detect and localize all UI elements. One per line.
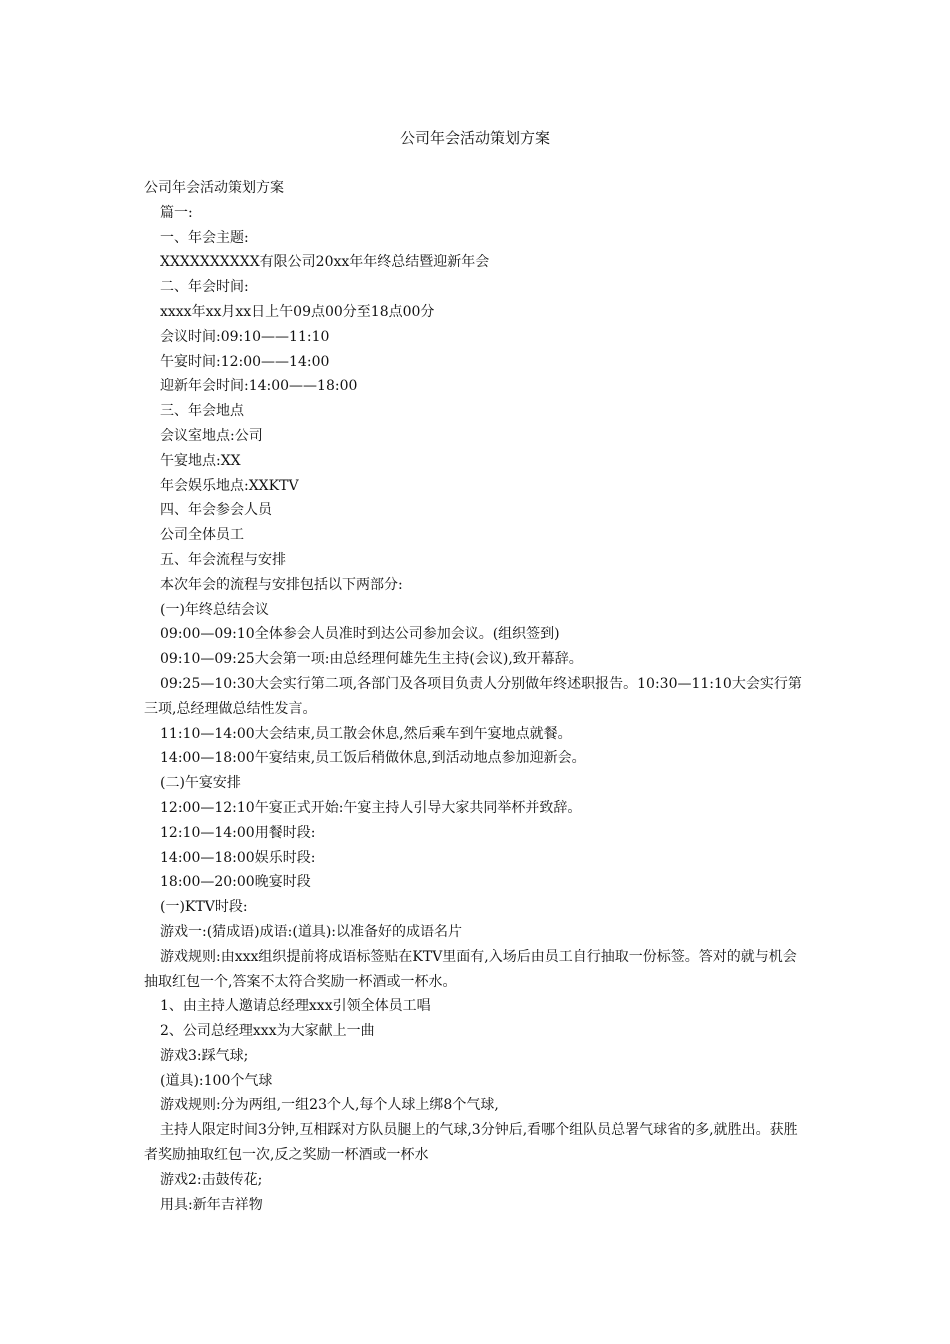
section-heading: 五、年会流程与安排 bbox=[160, 551, 286, 568]
paragraph-line: 本次年会的流程与安排包括以下两部分: bbox=[160, 576, 403, 593]
paragraph-line: 09:00—09:10全体参会人员准时到达公司参加会议。(组织签到) bbox=[160, 626, 560, 643]
paragraph-wrapped: 主持人限定时间3分钟,互相踩对方队员腿上的气球,3分钟后,看哪个组队员总署气球省的多,就胜出。获胜者奖励抽取红包一次,反之奖励一杯酒或一杯水 bbox=[144, 1122, 798, 1164]
paragraph-line: 09:10—09:25大会第一项:由总经理何雄先生主持(会议),致开幕辞。 bbox=[160, 651, 583, 668]
paragraph-line: 游戏2:击鼓传花; bbox=[160, 1171, 263, 1188]
paragraph-line: 会议室地点:公司 bbox=[160, 427, 263, 444]
paragraph-line: 迎新年会时间:14:00——18:00 bbox=[160, 378, 358, 395]
section-heading: 四、年会参会人员 bbox=[160, 502, 272, 519]
paragraph-wrapped: 09:25—10:30大会实行第二项,各部门及各项目负责人分别做年终述职报告。10:30—11:10大会实行第三项,总经理做总结性发言。 bbox=[144, 675, 802, 717]
paragraph-line: XXXXXXXXXX有限公司20xx年年终总结暨迎新年会 bbox=[160, 254, 490, 271]
paragraph-line: 2、公司总经理xxx为大家献上一曲 bbox=[160, 1023, 375, 1040]
paragraph-line: 篇一: bbox=[160, 204, 193, 221]
paragraph-line: xxxx年xx月xx日上午09点00分至18点00分 bbox=[160, 303, 435, 320]
paragraph-line: 游戏3:踩气球; bbox=[160, 1047, 249, 1064]
paragraph-line: 年会娱乐地点:XXKTV bbox=[160, 477, 299, 494]
paragraph-line: 1、由主持人邀请总经理xxx引领全体员工唱 bbox=[160, 998, 431, 1015]
paragraph-line: 会议时间:09:10——11:10 bbox=[160, 328, 330, 345]
paragraph-line: 11:10—14:00大会结束,员工散会休息,然后乘车到午宴地点就餐。 bbox=[160, 725, 572, 742]
document-title: 公司年会活动策划方案 bbox=[399, 129, 550, 147]
paragraph-line: 12:10—14:00用餐时段: bbox=[160, 824, 316, 841]
paragraph-line: 午宴时间:12:00——14:00 bbox=[160, 353, 330, 370]
paragraph-line: 用具:新年吉祥物 bbox=[160, 1196, 263, 1213]
section-heading: 一、年会主题: bbox=[160, 229, 249, 246]
section-heading: 二、年会时间: bbox=[160, 279, 249, 296]
paragraph-line: 午宴地点:XX bbox=[160, 452, 241, 469]
paragraph-line: 公司全体员工 bbox=[160, 527, 244, 544]
subsection-heading: (一)KTV时段: bbox=[160, 899, 248, 916]
paragraph-line: 14:00—18:00午宴结束,员工饭后稍做休息,到活动地点参加迎新会。 bbox=[160, 750, 586, 767]
paragraph-wrapped: 游戏规则:由xxx组织提前将成语标签贴在KTV里面有,入场后由员工自行抽取一份标签。答对的就与机会抽取红包一个,答案不太符合奖励一杯酒或一杯水。 bbox=[144, 948, 797, 990]
subsection-heading: (二)午宴安排 bbox=[160, 775, 241, 792]
paragraph-line: 游戏规则:分为两组,一组23个人,每个人球上绑8个气球, bbox=[160, 1097, 499, 1114]
paragraph-line: 游戏一:(猜成语)成语:(道具):以准备好的成语名片 bbox=[160, 923, 462, 940]
paragraph-line: 12:00—12:10午宴正式开始:午宴主持人引导大家共同举杯并致辞。 bbox=[160, 799, 582, 816]
document-body bbox=[144, 176, 804, 1217]
paragraph-line: 14:00—18:00娱乐时段: bbox=[160, 849, 316, 866]
paragraph-line: (道具):100个气球 bbox=[160, 1072, 273, 1089]
body-heading: 公司年会活动策划方案 bbox=[144, 180, 284, 196]
section-heading: 三、年会地点 bbox=[160, 403, 244, 420]
subsection-heading: (一)年终总结会议 bbox=[160, 601, 269, 618]
paragraph-line: 18:00—20:00晚宴时段 bbox=[160, 874, 311, 891]
